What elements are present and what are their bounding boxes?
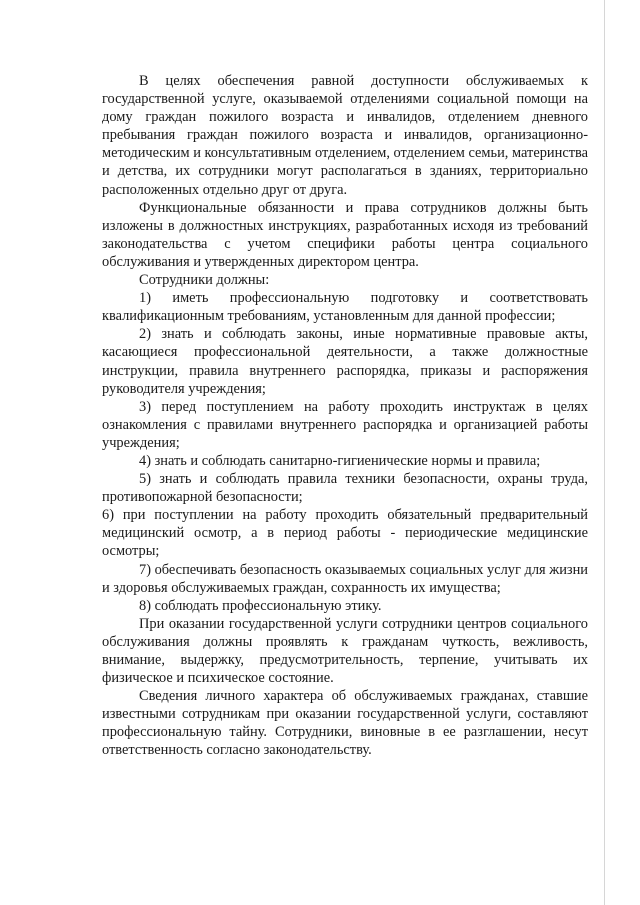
list-item-4: 4) знать и соблюдать санитарно-гигиенические нормы и правила; xyxy=(139,452,541,469)
paragraph-confidentiality: Сведения личного характера об обслуживаемых гражданах, ставшие известными сотрудникам при оказании государственной услуги, составляют профессиональную тайну. Сотрудники, виновные в ее разглашении, несут ответственность согласно законодательству. xyxy=(102,688,588,759)
list-item-6: 6) при поступлении на работу проходить обязательный предварительный медицинский осмотр, а в период работы - периодические медицинские осмотры; xyxy=(102,507,588,560)
paragraph-staff-must: Сотрудники должны: xyxy=(139,272,270,289)
paragraph-conduct: При оказании государственной услуги сотрудники центров социального обслуживания должны проявлять к гражданам чуткость, вежливость, внимание, выдержку, предусмотрительность, терпение, учитывать их физическое и психическое состояние. xyxy=(102,615,588,687)
list-item-2: 2) знать и соблюдать законы, иные нормативные правовые акты, касающиеся профессиональной деятельности, а также должностные инструкции, правила внутреннего распорядка, приказы и распоряжения руководителя учреждения; xyxy=(102,326,588,397)
list-item-8: 8) соблюдать профессиональную этику. xyxy=(139,597,382,614)
list-item-1: 1) иметь профессиональную подготовку и соответствовать квалификационным требованиям, установленным для данной профессии; xyxy=(102,290,588,325)
document-body xyxy=(102,72,588,760)
paragraph-availability: В целях обеспечения равной доступности обслуживаемых к государственной услуге, оказываемой отделениями социальной помощи на дому граждан пожилого возраста и инвалидов, отделением дневного пребывания граждан пожилого возраста и инвалидов, организационно-методическим и консультативным отделением, отделением семьи, материнства и детства, их сотрудники могут располагаться в зданиях, территориально расположенных отдельно друг от друга. xyxy=(102,73,588,198)
page-edge-line xyxy=(604,0,605,905)
list-item-5: 5) знать и соблюдать правила техники безопасности, охраны труда, противопожарной безопасности; xyxy=(102,471,588,506)
list-item-3: 3) перед поступлением на работу проходить инструктаж в целях ознакомления с правилами внутреннего распорядка и организацией работы учреждения; xyxy=(102,398,588,451)
list-item-7: 7) обеспечивать безопасность оказываемых социальных услуг для жизни и здоровья обслуживаемых граждан, сохранность их имущества; xyxy=(102,561,588,596)
paragraph-duties-rights: Функциональные обязанности и права сотрудников должны быть изложены в должностных инструкциях, разработанных исходя из требований законодательства с учетом специфики работы центра социального обслуживания и утвержденных директором центра. xyxy=(102,199,588,270)
